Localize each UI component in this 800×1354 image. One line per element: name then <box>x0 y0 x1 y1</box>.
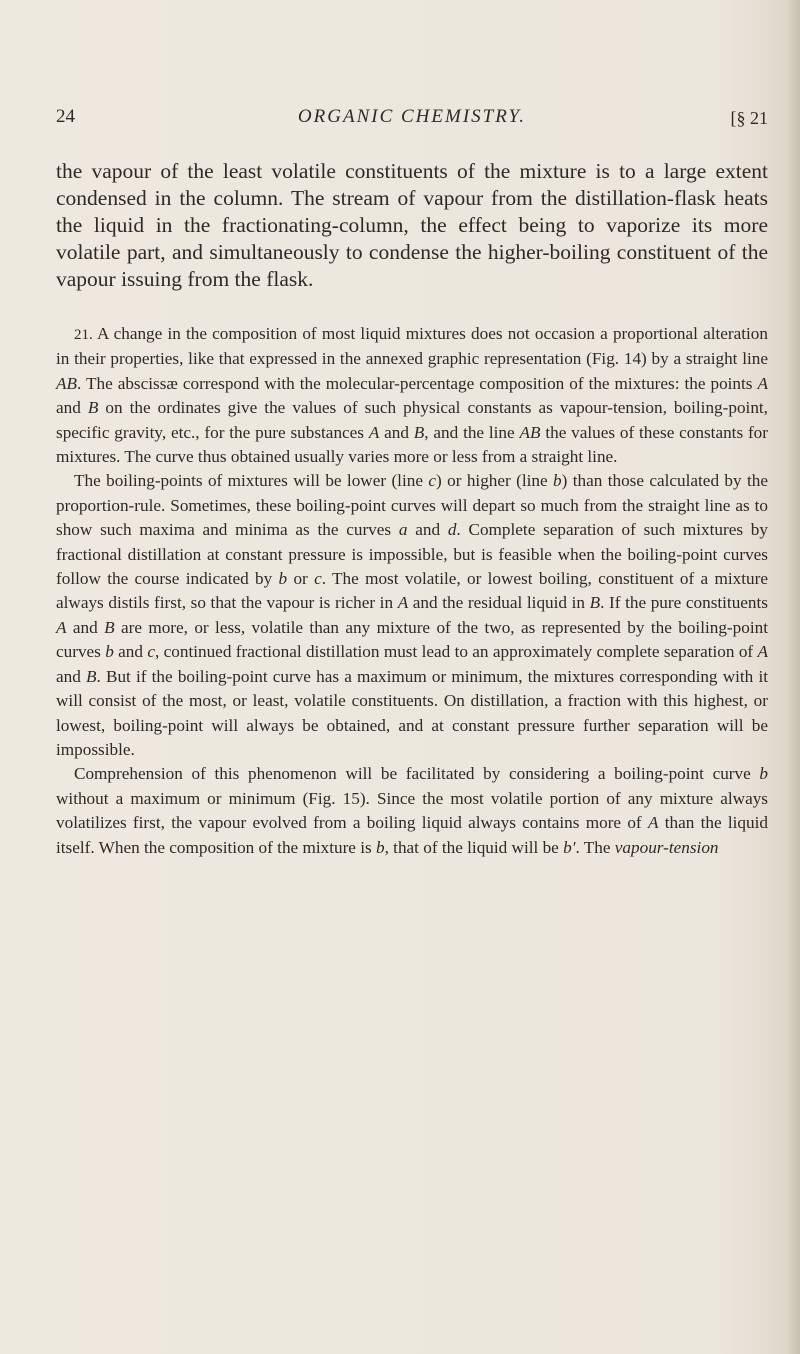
italic-run: A <box>397 593 409 613</box>
text-run: than the liquid itself. When the composition of the mixture is <box>56 813 768 857</box>
paragraph <box>56 469 768 762</box>
text-run: or <box>287 569 315 589</box>
text-run: and <box>56 398 88 418</box>
text-run: and <box>379 422 414 442</box>
paragraph <box>56 322 768 469</box>
italic-run: vapour-tension <box>614 837 719 857</box>
text-run: . Complete separation of such mixtures by fractional distillation at constant pressure is impossible, but is feasible when the boiling-point curves follow the course indicated by <box>56 520 768 589</box>
text-run: . The <box>575 837 615 857</box>
italic-run: c <box>314 569 322 589</box>
italic-run: B <box>87 398 99 418</box>
text-run: and the residual liquid in <box>408 593 590 613</box>
text-run: on the ordinates give the values of such physical constants as vapour-tension, boiling-point, specific gravity, etc., for the pure substances <box>56 398 768 442</box>
italic-run: B <box>589 593 601 613</box>
text-run: . If the pure constituents <box>600 593 768 613</box>
italic-run: b <box>553 471 562 491</box>
paragraph-body <box>56 324 768 466</box>
text-run: and <box>66 617 105 637</box>
text-run: ) or higher (line <box>436 471 554 491</box>
running-title: ORGANIC CHEMISTRY. <box>297 106 527 127</box>
italic-run: A <box>647 813 659 833</box>
text-run: are more, or less, volatile than any mixture of the two, as represented by the boiling-point curves <box>56 617 768 662</box>
italic-run: AB <box>519 422 541 442</box>
italic-run: c <box>147 642 155 662</box>
text-run: , that of the liquid will be <box>384 837 564 857</box>
text-run: , and the line <box>424 422 520 442</box>
italic-run: A <box>757 373 768 393</box>
italic-run: b′ <box>563 837 576 857</box>
text-run: and <box>407 520 448 540</box>
italic-run: d <box>447 520 457 540</box>
italic-run: b <box>278 569 288 589</box>
text-run: . The abscissæ correspond with the molecular-percentage composition of the mixtures: the points <box>77 373 758 393</box>
text-run: The boiling-points of mixtures will be lower (line <box>74 471 429 491</box>
text-run: ) than those calculated by the proportion-rule. Sometimes, these boiling-point curves will depart so much from the straight line as to show such maxima and minima as the curves <box>56 471 768 540</box>
intro-paragraph: the vapour of the least volatile constituents of the mixture is to a large extent condensed in the column. The stream of vapour from the distillation-flask heats the liquid in the fractionating-column, the effect being to vaporize its more volatile part, and simultaneously to condense the higher-boiling constituent of the vapour issuing from the flask. <box>56 159 768 291</box>
italic-run: B <box>413 422 425 442</box>
italic-run: A <box>757 642 768 662</box>
italic-run: B <box>104 617 115 637</box>
italic-run: B <box>86 666 97 686</box>
page-edge-shadow <box>786 0 800 1354</box>
paragraph <box>56 762 768 860</box>
text-run: , continued fractional distillation must lead to an approximately complete separation of <box>154 642 758 662</box>
text-run: and <box>56 666 86 686</box>
paragraph-body <box>56 764 768 856</box>
text-run: A change in the composition of most liquid mixtures does not occasion a proportional alteration in their properties, like that expressed in the annexed graphic representation (Fig. 14) by a straight line <box>56 324 768 369</box>
italic-run: b <box>375 837 385 857</box>
page-header <box>56 106 768 136</box>
italic-run: AB <box>56 373 77 393</box>
text-run: . But if the boiling-point curve has a maximum or minimum, the mixtures corresponding with it will consist of the most, or least, volatile constituents. On distillation, a fraction with this highest, or lowest, boiling-point will always be obtained, and at constant pressure further separation will be impossible. <box>56 666 768 759</box>
italic-run: A <box>368 422 380 442</box>
text-run: Comprehension of this phenomenon will be facilitated by considering a boiling-point curve <box>74 764 760 784</box>
italic-run: b <box>759 764 768 784</box>
section-21 <box>56 322 768 860</box>
section-reference: [§ 21 <box>730 108 768 128</box>
italic-run: A <box>56 617 67 637</box>
italic-run: c <box>428 471 436 491</box>
text-run: the values of these constants for mixtures. The curve thus obtained usually varies more or less from a straight line. <box>56 422 769 467</box>
page-number: 24 <box>56 106 75 127</box>
italic-run: b <box>105 642 114 662</box>
text-run: . The most volatile, or lowest boiling, constituent of a mixture always distils first, so that the vapour is richer in <box>56 569 768 613</box>
italic-run: a <box>398 520 408 540</box>
section-number: 21. <box>74 327 93 343</box>
text-run: and <box>113 642 148 662</box>
paragraph-body <box>56 471 768 758</box>
text-run: without a maximum or minimum (Fig. 15). Since the most volatile portion of any mixture always volatilizes first, the vapour evolved from a boiling liquid always contains more of <box>56 788 768 833</box>
